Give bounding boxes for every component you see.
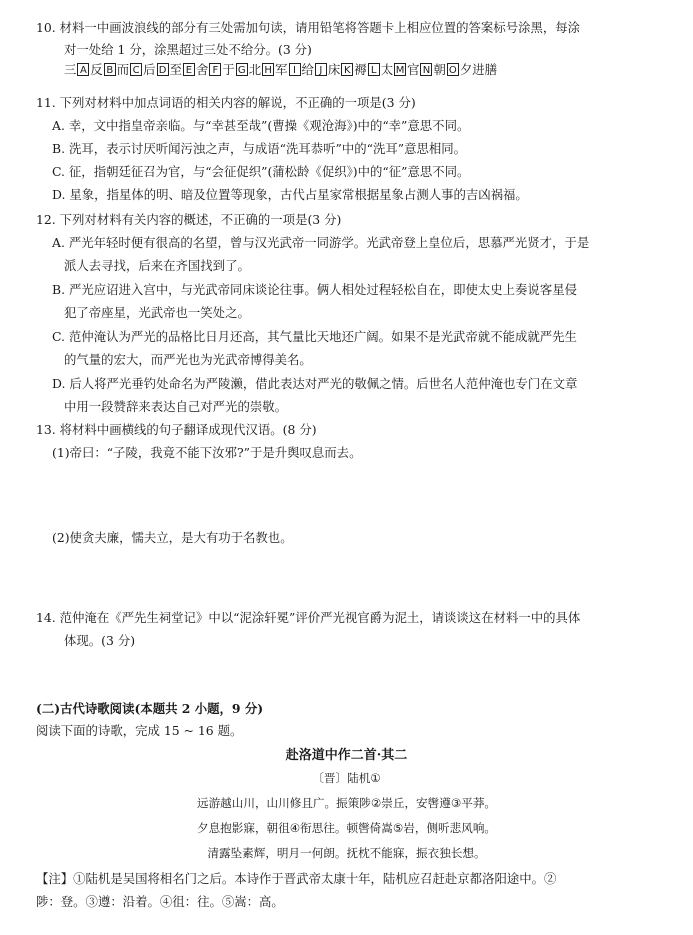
sentence-char: 进 <box>472 62 485 77</box>
section-heading: (二)古代诗歌阅读(本题共 2 小题，9 分) <box>36 701 264 716</box>
q10-stem-line2: 对一处给 1 分，涂黑超过三处不给分。(3 分) <box>64 42 312 57</box>
answer-label-box: J <box>315 63 327 76</box>
q12-option-d-line2: 中用一段赞辞来表达自己对严光的崇敬。 <box>64 399 288 414</box>
sentence-char: 三 <box>64 62 77 77</box>
q12-option-b-line2: 犯了帝座星，光武帝也一笑处之。 <box>64 305 250 320</box>
answer-label-box: F <box>209 63 221 76</box>
sentence-char: 于 <box>222 62 235 77</box>
answer-label-box: C <box>130 63 142 76</box>
q11-option-d: D. 星象，指星体的明、暗及位置等现象，古代占星家常根据星象占测人事的吉凶祸福。 <box>52 187 528 202</box>
answer-label-box: K <box>341 63 353 76</box>
sentence-char: 官 <box>407 62 420 77</box>
q12-option-b-line1: B. 严光应诏进入宫中，与光武帝同床谈论往事。俩人相处过程轻松自在，即使太史上奏说客星侵 <box>52 282 577 297</box>
sentence-char: 而 <box>116 62 130 77</box>
q11-option-b: B. 洗耳，表示讨厌听闻污浊之声，与成语“洗耳恭听”中的“洗耳”意思相同。 <box>52 141 467 156</box>
sentence-char: 床 <box>327 62 341 77</box>
answer-label-box: O <box>447 63 459 76</box>
sentence-char: 反 <box>90 62 103 77</box>
sentence-char: 给 <box>301 62 314 77</box>
section-instruction: 阅读下面的诗歌，完成 15 ~ 16 题。 <box>36 723 243 738</box>
q12-option-a-line1: A. 严光年轻时便有很高的名望，曾与汉光武帝一同游学。光武帝登上皇位后，思慕严光贤才，于是 <box>52 235 590 250</box>
sentence-char: 北 <box>248 62 262 77</box>
poem-line-3: 清露坠素辉，明月一何朗。抚枕不能寐，振衣独长想。 <box>207 846 486 860</box>
q12-option-c-line2: 的气量的宏大，而严光也为光武帝博得美名。 <box>64 352 312 367</box>
sentence-char: 军 <box>275 62 288 77</box>
q11-stem: 11. 下列对材料中加点词语的相关内容的解说，不正确的一项是(3 分) <box>36 95 416 110</box>
sentence-char: 夕 <box>459 62 473 77</box>
sentence-char: 膳 <box>484 62 498 77</box>
q14-stem-line2: 体现。(3 分) <box>64 633 136 648</box>
answer-label-box: D <box>157 63 169 76</box>
poem-title: 赴洛道中作二首·其二 <box>285 748 408 763</box>
q12-option-c-line1: C. 范仲淹认为严光的品格比日月还高，其气量比天地还广阔。如果不是光武帝就不能成就严先生 <box>52 329 577 344</box>
answer-label-box: I <box>289 63 301 76</box>
poem-line-2: 夕息抱影寐，朝徂④衔思往。顿辔倚嵩⑤岩，侧听悲风响。 <box>196 821 497 835</box>
q12-option-a-line2: 派人去寻找，后来在齐国找到了。 <box>64 258 250 273</box>
answer-label-box: M <box>395 65 405 77</box>
q11-option-c: C. 征，指朝廷征召为官，与“会征促织”(蒲松龄《促织》)中的“征”意思不同。 <box>52 164 470 179</box>
q10-punctuation-sentence <box>64 63 497 77</box>
q11-option-a: A. 幸，文中指皇帝亲临。与“幸甚至哉”(曹操《观沧海》)中的“幸”意思不同。 <box>52 118 470 133</box>
sentence-char: 褥 <box>354 62 367 77</box>
answer-label-box: B <box>104 63 116 76</box>
sentence-char: 太 <box>380 62 394 77</box>
poem-note-line1: 【注】①陆机是吴国将相名门之后。本诗作于晋武帝太康十年，陆机应召赶赴京都洛阳途中。② <box>36 871 557 886</box>
answer-label-box: L <box>368 63 380 76</box>
sentence-char: 后 <box>143 62 156 77</box>
poem-note-line2: 陟：登。③遵：沿着。④徂：往。⑤嵩：高。 <box>36 894 284 909</box>
sentence-char: 至 <box>169 62 182 77</box>
q10-stem-line1: 10. 材料一中画波浪线的部分有三处需加句读，请用铅笔将答题卡上相应位置的答案标号涂黑，每涂 <box>36 20 581 35</box>
answer-label-box: E <box>183 63 195 76</box>
answer-label-box: A <box>77 63 89 76</box>
poem-author: 〔晋〕陆机① <box>312 771 381 785</box>
q13-sentence-1: (1)帝曰：“子陵，我竟不能下汝邪?”于是升舆叹息而去。 <box>52 445 362 460</box>
sentence-char: 朝 <box>433 62 446 77</box>
q12-stem: 12. 下列对材料有关内容的概述，不正确的一项是(3 分) <box>36 212 342 227</box>
answer-label-box: G <box>236 63 248 76</box>
q13-sentence-2: (2)使贪夫廉，懦夫立，是大有功于名教也。 <box>52 530 293 545</box>
poem-line-1: 远游越山川，山川修且广。振策陟②崇丘，安辔遵③平莽。 <box>196 796 497 810</box>
q12-option-d-line1: D. 后人将严光垂钓处命名为严陵濑，借此表达对严光的敬佩之情。后世名人范仲淹也专门在文章 <box>52 376 578 391</box>
q13-stem: 13. 将材料中画横线的句子翻译成现代汉语。(8 分) <box>36 422 317 437</box>
sentence-char: 舍 <box>195 62 209 77</box>
answer-label-box: H <box>262 63 274 76</box>
answer-label-box: N <box>420 63 432 76</box>
q14-stem-line1: 14. 范仲淹在《严先生祠堂记》中以“泥涂轩冕”评价严光视官爵为泥土，请谈谈这在材料一中的具体 <box>36 610 581 625</box>
